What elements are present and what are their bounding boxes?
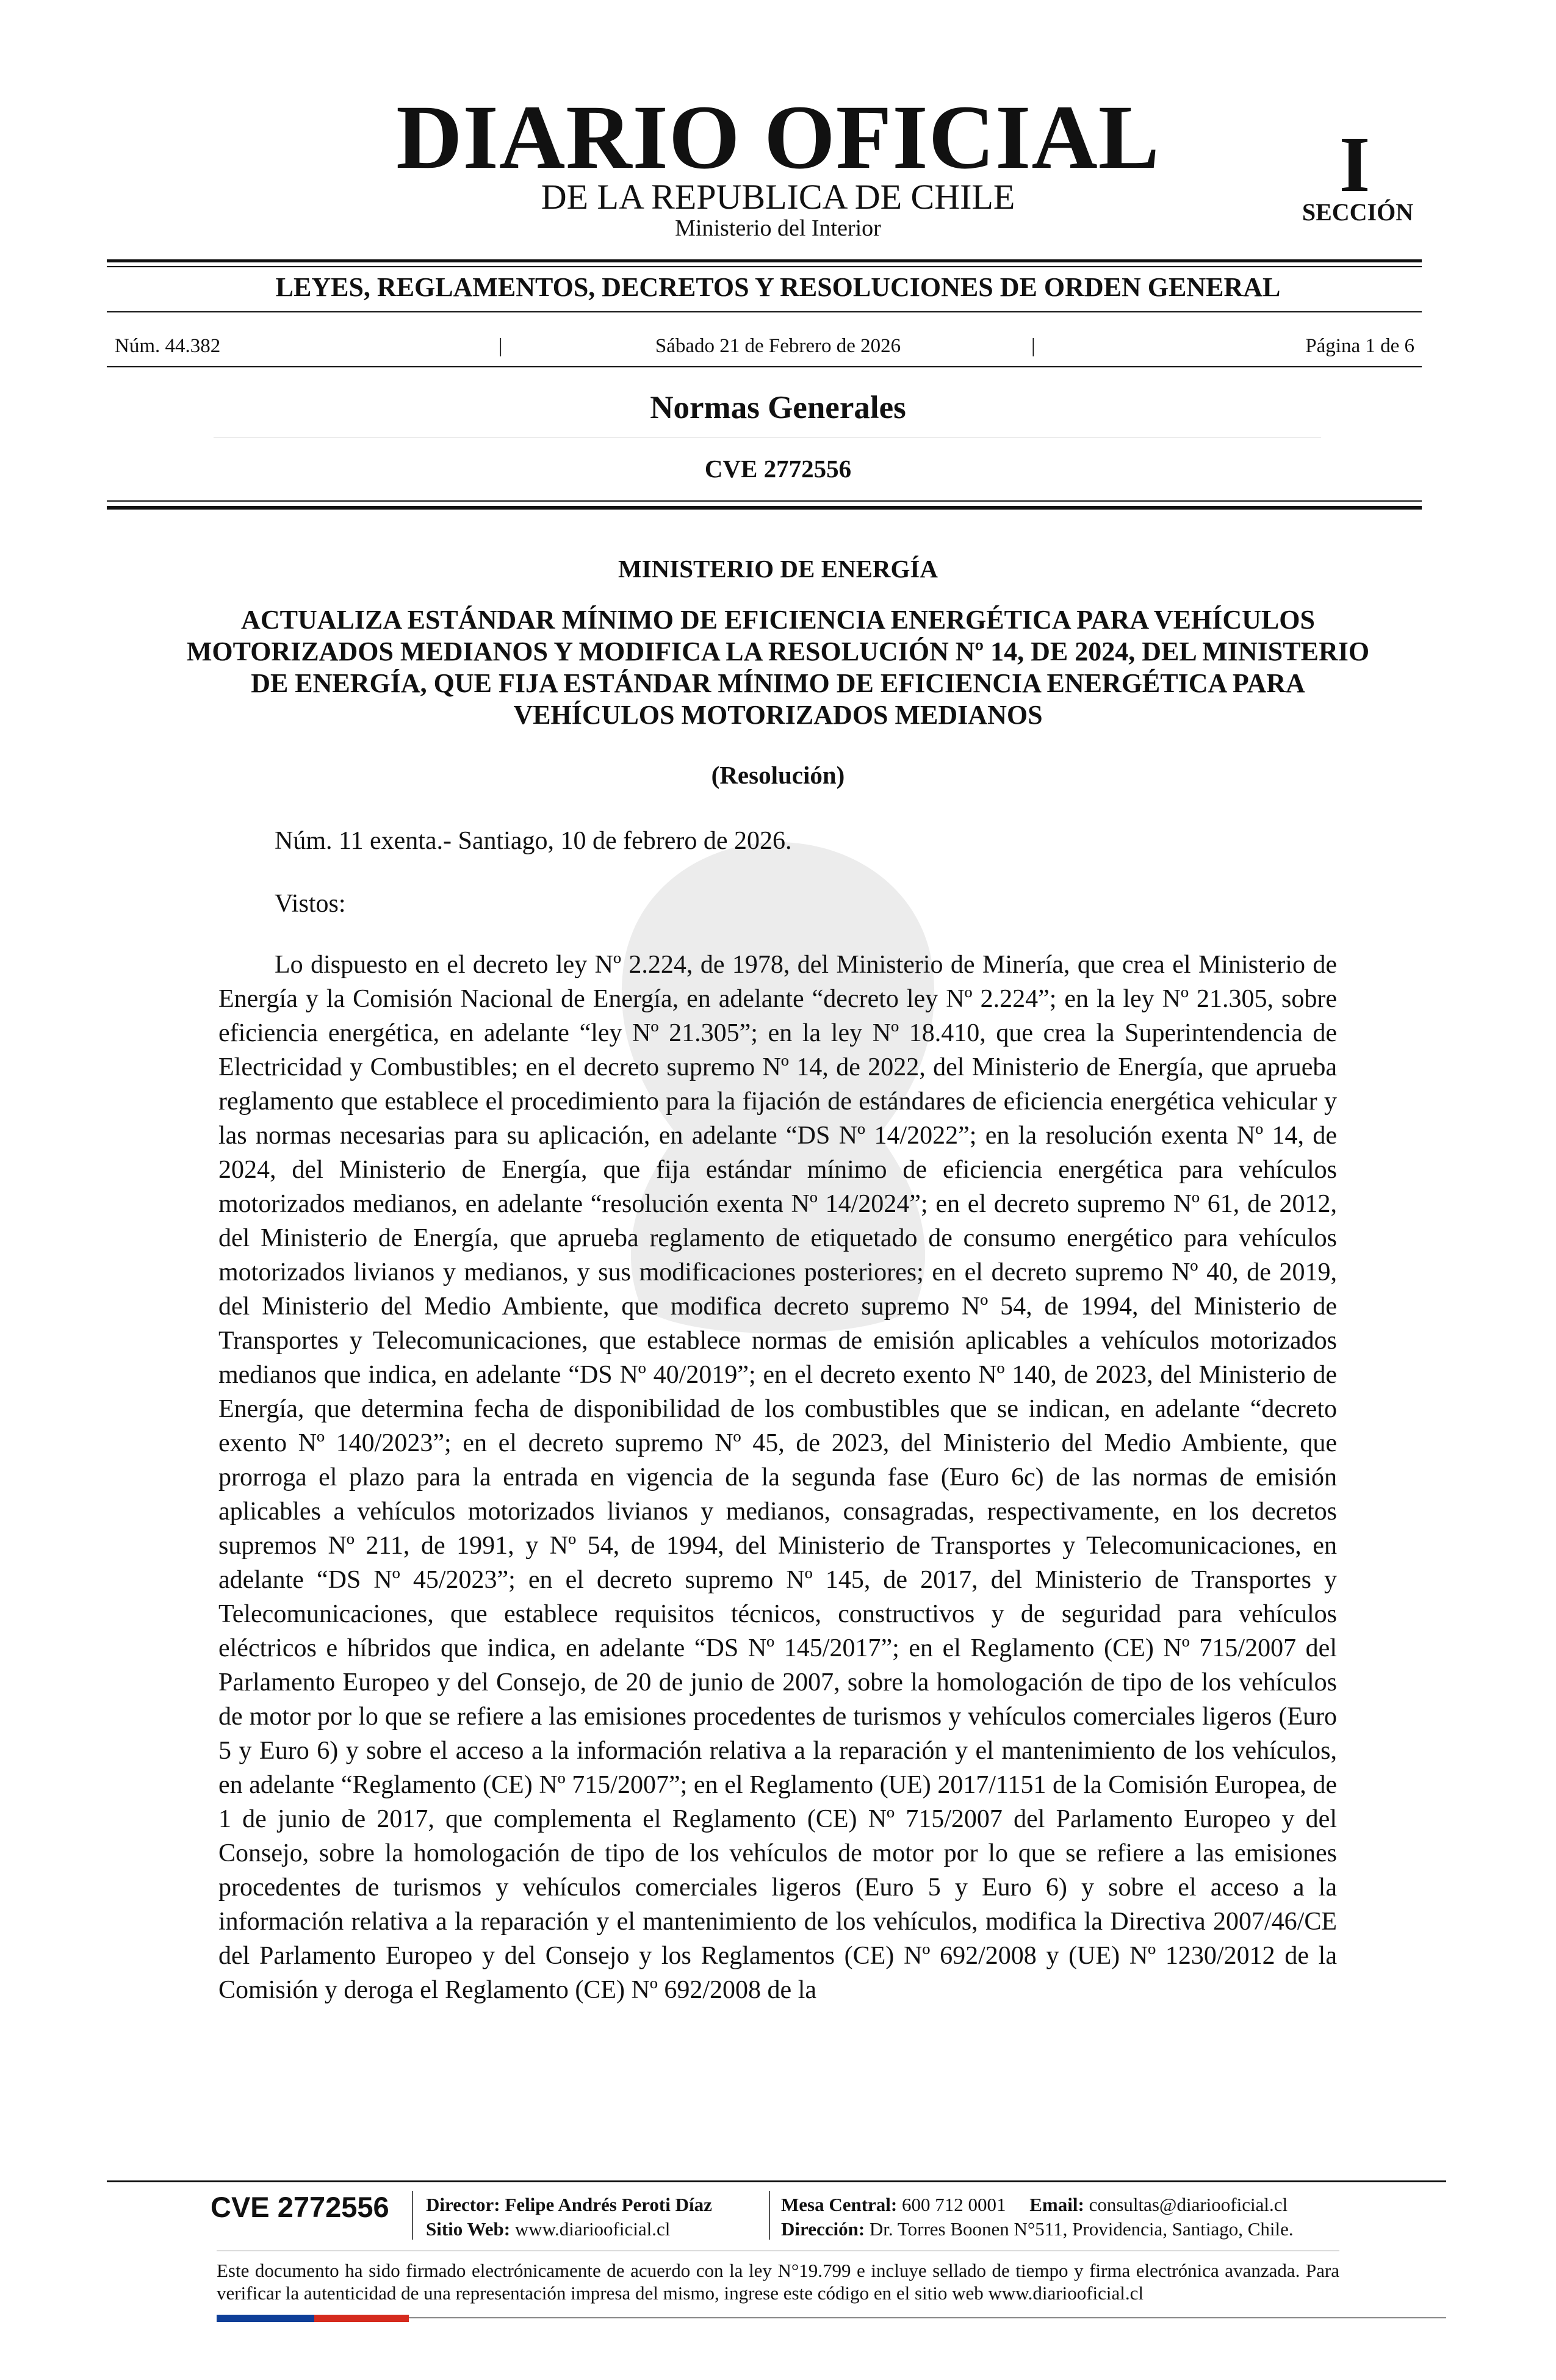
- flag-stripe-blue: [217, 2315, 314, 2322]
- cve-rule-thin: [107, 500, 1422, 502]
- resolution-number-line: Núm. 11 exenta.- Santiago, 10 de febrero de 2026.: [275, 827, 792, 855]
- document-ministry: MINISTERIO DE ENERGÍA: [618, 555, 938, 583]
- footer-email-link[interactable]: consultas@diariooficial.cl: [1089, 2194, 1288, 2215]
- footer-divider: [769, 2191, 770, 2240]
- vistos-heading: Vistos:: [275, 890, 346, 918]
- footer-director-label: Director:: [426, 2194, 500, 2215]
- banner-laws: LEYES, REGLAMENTOS, DECRETOS Y RESOLUCIONES DE ORDEN GENERAL: [275, 272, 1281, 302]
- footer-rule: [107, 2180, 1446, 2182]
- footer-director-name: Felipe Andrés Peroti Díaz: [505, 2194, 712, 2215]
- body-paragraph: Lo dispuesto en el decreto ley Nº 2.224, de 1978, del Ministerio de Minería, que crea el Ministerio de Energía y la Comisión Nacional de Energía, en adelante “decreto ley Nº 2.224”; en la ley Nº 21.305, sobre eficiencia energética, en adelante “ley Nº 21.305”; en la ley Nº 18.410, que crea la Superintendencia de Electricidad y Combustibles; en el decreto supremo Nº 14, de 2022, del Ministerio de Energía, que aprueba reglamento que establece el procedimiento para la fijación de estándares de eficiencia energética vehicular y las normas necesarias para su aplicación, en adelante “DS Nº 14/2022”; en la resolución exenta Nº 14, de 2024, del Ministerio de Energía, que fija estándar mínimo de eficiencia energética para vehículos motorizados medianos, en adelante “resolución exenta Nº 14/2024”; en el decreto supremo Nº 61, de 2012, del Ministerio de Energía, que aprueba reglamento de etiquetado de consumo energético para vehículos motorizados livianos y medianos, y sus modificaciones posteriores; en el decreto supremo Nº 40, de 2019, del Ministerio del Medio Ambiente, que modifica decreto supremo Nº 54, de 1994, del Ministerio de Transportes y Telecomunicaciones, que establece normas de emisión aplicables a vehículos motorizados medianos que indica, en adelante “DS Nº 40/2019”; en el decreto exento Nº 140, de 2023, del Ministerio de Energía, que determina fecha de disponibilidad de los combustibles que se indican, en adelante “decreto exento Nº 140/2023”; en el decreto supremo Nº 45, de 2023, del Ministerio del Medio Ambiente, que prorroga el plazo para la entrada en vigencia de la segunda fase (Euro 6c) de las normas de emisión aplicables a vehículos motorizados livianos y medianos, consagradas, respectivamente, en los decretos supremos Nº 211, de 1991, y Nº 54, de 1994, del Ministerio de Transportes y Telecomunicaciones, en adelante “DS Nº 45/2023”; en el decreto supremo Nº 145, de 2017, del Ministerio de Transportes y Telecomunicaciones, que establece requisitos técnicos, constructivos y de seguridad para vehículos eléctricos e híbridos que indica, en adelante “DS Nº 145/2017”; en el Reglamento (CE) Nº 715/2007 del Parlamento Europeo y del Consejo, de 20 de junio de 2007, sobre la homologación de tipo de los vehículos de motor por lo que se refiere a las emisiones procedentes de turismos y vehículos comerciales ligeros (Euro 5 y Euro 6) y sobre el acceso a la información relativa a la reparación y el mantenimiento de los vehículos, en adelante “Reglamento (CE) Nº 715/2007”; en el Reglamento (UE) 2017/1151 de la Comisión Europea, de 1 de junio de 2017, que complementa el Reglamento (CE) Nº 715/2007 del Parlamento Europeo y del Consejo, sobre la homologación de tipo de los vehículos de motor por lo que se refiere a las emisiones procedentes de turismos y vehículos comerciales ligeros (Euro 5 y Euro 6) y sobre el acceso a la información relativa a la reparación y el mantenimiento de los vehículos, modifica la Directiva 2007/46/CE del Parlamento Europeo y del Consejo y los Reglamentos (CE) Nº 692/2008 y (UE) Nº 1230/2012 de la Comisión y deroga el Reglamento (CE) Nº 692/2008 de la: [218, 951, 1337, 2004]
- masthead-title: DIARIO OFICIAL: [396, 87, 1160, 188]
- footer-phone: 600 712 0001: [902, 2194, 1006, 2215]
- footer-disclaimer: Este documento ha sido firmado electrónicamente de acuerdo con la ley N°19.799 e incluye sellado de tiempo y firma electrónica avanzada. Para verificar la autenticidad de una representación impresa del mismo, ingrese este código en el sitio web www.diariooficial.cl: [217, 2260, 1339, 2304]
- section-label: SECCIÓN: [1302, 198, 1414, 226]
- footer-website-label: Sitio Web:: [426, 2218, 511, 2240]
- cve-code: CVE 2772556: [704, 455, 852, 483]
- footer-contact: [781, 2195, 1288, 2214]
- footer-address-text: Dr. Torres Boonen N°511, Providencia, Santiago, Chile.: [869, 2218, 1294, 2240]
- footer-phone-label: Mesa Central:: [781, 2194, 898, 2215]
- issue-number: Núm. 44.382: [115, 335, 221, 357]
- masthead-ministry: Ministerio del Interior: [675, 215, 881, 241]
- section-number: I: [1339, 121, 1371, 209]
- footer-email-label: Email:: [1029, 2194, 1084, 2215]
- footer-address: [781, 2220, 1294, 2238]
- document-title: ACTUALIZA ESTÁNDAR MÍNIMO DE EFICIENCIA ENERGÉTICA PARA VEHÍCULOS MOTORIZADOS MEDIANOS Y MODIFICA LA RESOLUCIÓN Nº 14, DE 2024, DEL MINISTERIO DE ENERGÍA, QUE FIJA ESTÁNDAR MÍNIMO DE EFICIENCIA ENERGÉTICA PARA VEHÍCULOS MOTORIZADOS MEDIANOS: [186, 605, 1370, 730]
- issue-separator: |: [1031, 335, 1036, 357]
- footer-director: [426, 2195, 712, 2214]
- footer-website-link[interactable]: www.diariooficial.cl: [514, 2218, 671, 2240]
- footer-address-label: Dirección:: [781, 2218, 865, 2240]
- header-rule-thin: [107, 266, 1422, 267]
- cve-rule-thick: [107, 506, 1422, 510]
- banner-rule: [107, 311, 1422, 312]
- masthead-subtitle: DE LA REPUBLICA DE CHILE: [541, 177, 1015, 217]
- document-type: (Resolución): [711, 761, 845, 789]
- flag-stripe-red: [314, 2315, 409, 2322]
- flag-rule: [409, 2317, 1446, 2318]
- issue-date: Sábado 21 de Febrero de 2026: [655, 335, 901, 357]
- issue-page: Página 1 de 6: [1305, 335, 1414, 357]
- footer-divider: [412, 2191, 413, 2240]
- issue-rule: [107, 366, 1422, 367]
- issue-separator: |: [499, 335, 503, 357]
- footer-website: [426, 2220, 670, 2238]
- footer-cve-code: CVE 2772556: [211, 2191, 389, 2223]
- header-rule-thick: [107, 259, 1422, 262]
- category-heading: Normas Generales: [650, 390, 906, 425]
